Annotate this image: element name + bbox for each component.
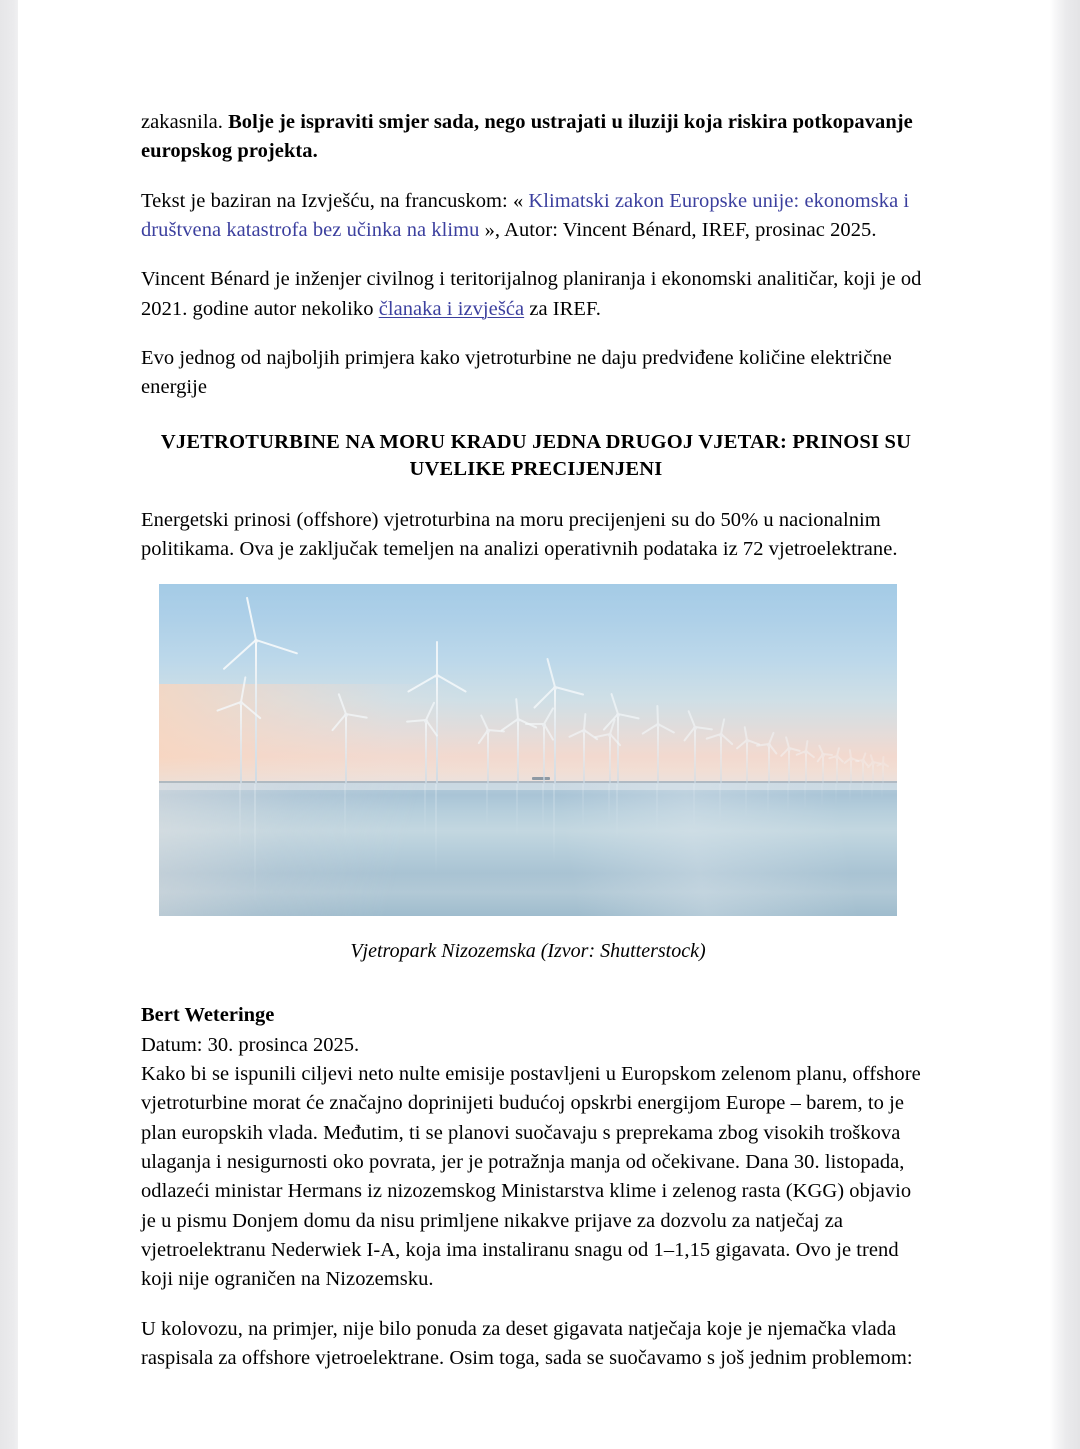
wind-turbine-reflection xyxy=(608,784,610,825)
wind-turbine-icon xyxy=(720,735,722,783)
wind-turbine-reflection xyxy=(435,784,437,875)
link-report-climate-law[interactable]: Klimatski zakon Europske unije: ekonomska i društvena katastrofa bez učinka na klimu xyxy=(141,189,910,241)
wind-turbine-reflection xyxy=(516,784,518,838)
wind-turbine-reflection xyxy=(804,784,806,810)
byline-date: Datum: 30. prosinca 2025. xyxy=(141,1033,360,1056)
paragraph-author-bio xyxy=(141,265,931,324)
paragraph-yield-summary: Energetski prinosi (offshore) vjetroturbina na moru precijenjeni su do 50% u nacionalnim politikama. Ova je zaključak temeljen na analizi operativnih podataka iz 72 vjetroelektrane. xyxy=(141,508,898,561)
wind-turbine-icon xyxy=(345,715,347,783)
document-page xyxy=(18,0,1050,1449)
wind-turbine-reflection xyxy=(254,784,256,904)
wind-turbine-icon xyxy=(554,688,556,783)
wind-turbine-icon xyxy=(746,741,748,783)
wind-turbine-reflection xyxy=(553,784,555,865)
source-note-suffix: », Autor: Vincent Bénard, IREF, prosinac 2025. xyxy=(479,218,877,241)
wind-turbine-reflection xyxy=(344,784,346,842)
paragraph-lead-text: zakasnila. xyxy=(141,111,229,133)
wind-turbine-icon xyxy=(788,749,790,783)
wind-turbine-reflection xyxy=(719,784,721,825)
wind-turbine-icon xyxy=(822,755,824,783)
paragraph-conclusion xyxy=(141,108,931,167)
wind-turbine-icon xyxy=(836,757,838,783)
link-articles-and-reports[interactable]: članaka i izvješća xyxy=(378,297,525,320)
wind-turbine-reflection xyxy=(861,784,863,803)
offshore-wind-farm-photo xyxy=(159,584,897,916)
wind-turbine-icon xyxy=(543,725,545,783)
wind-turbine-icon xyxy=(862,761,864,783)
author-bio-suffix: za IREF. xyxy=(524,297,601,320)
wind-turbine-reflection xyxy=(787,784,789,813)
author-bio-prefix: Vincent Bénard je inženjer civilnog i teritorijalnog planiranja i ekonomski analitičar, koji je od 2021. godine autor nekoliko xyxy=(141,268,922,320)
wind-turbine-reflection xyxy=(871,784,873,801)
wind-turbine-icon xyxy=(657,725,659,783)
source-note-prefix: Tekst je baziran na Izvješću, na francuskom: « xyxy=(141,189,529,212)
wind-turbine-icon xyxy=(583,731,585,783)
article-byline xyxy=(141,1001,931,1060)
wind-turbine-reflection xyxy=(542,784,544,833)
paragraph-source-note xyxy=(141,187,931,246)
wind-turbine-icon xyxy=(487,731,489,783)
wind-turbine-icon xyxy=(882,764,884,783)
wind-turbine-icon xyxy=(617,715,619,783)
wind-turbine-icon xyxy=(517,720,519,783)
byline-author: Bert Weteringe xyxy=(141,1004,275,1027)
section-heading: VJETROTURBINE NA MORU KRADU JEDNA DRUGOJ VJETAR: PRINOSI SU UVELIKE PRECIJENJENI xyxy=(160,430,912,481)
wind-turbine-icon xyxy=(768,745,770,783)
wind-turbine-icon xyxy=(694,728,696,783)
wind-turbine-reflection xyxy=(881,784,883,800)
wind-turbine-reflection xyxy=(656,784,658,833)
wind-turbine-reflection xyxy=(821,784,823,808)
photo-distant-boat xyxy=(532,777,550,780)
paragraph-auction-problem: U kolovozu, na primjer, nije bilo ponuda za deset gigavata natječaja koje je njemačka vlada raspisala za offshore vjetroelektrane. Osim toga, sada se suočavamo s još jednim problemom: xyxy=(141,1317,913,1369)
wind-turbine-reflection xyxy=(693,784,695,831)
paragraph-example-intro: Evo jednog od najboljih primjera kako vjetroturbine ne daju predviđene količine električne energije xyxy=(141,346,892,399)
wind-turbine-reflection xyxy=(835,784,837,806)
wind-turbine-reflection xyxy=(486,784,488,828)
page-gutter-right xyxy=(1050,0,1080,1449)
wind-turbine-reflection xyxy=(849,784,851,804)
wind-turbine-reflection xyxy=(616,784,618,842)
wind-turbine-icon xyxy=(436,676,438,783)
wind-turbine-reflection xyxy=(239,784,241,852)
wind-turbine-reflection xyxy=(767,784,769,816)
wind-turbine-icon xyxy=(805,752,807,783)
document-content xyxy=(141,108,931,1393)
figure-offshore-wind-farm xyxy=(159,584,897,963)
wind-turbine-reflection xyxy=(424,784,426,837)
wind-turbine-icon xyxy=(240,703,242,783)
wind-turbine-reflection xyxy=(745,784,747,820)
wind-turbine-icon xyxy=(425,721,427,783)
wind-turbine-reflection xyxy=(582,784,584,828)
figure-caption: Vjetropark Nizozemska (Izvor: Shutterstock) xyxy=(350,940,706,963)
wind-turbine-icon xyxy=(609,735,611,783)
wind-turbine-icon xyxy=(850,759,852,783)
paragraph-bold-text: Bolje je ispraviti smjer sada, nego ustrajati u iluziji koja riskira potkopavanje europskog projekta. xyxy=(141,111,913,163)
wind-turbine-icon xyxy=(872,763,874,783)
paragraph-netzero-context: Kako bi se ispunili ciljevi neto nulte emisije postavljeni u Europskom zelenom planu, offshore vjetroturbine morat će značajno doprinijeti budućoj opskrbi energijom Europe – barem, to je plan europskih vlada. Međutim, ti se planovi suočavaju s preprekama zbog visokih troškova ulaganja i nesigurnosti oko povrata, jer je potražnja manja od očekivane. Dana 30. listopada, odlazeći ministar Hermans iz nizozemskog Ministarstva klime i zelenog rasta (KGG) objavio je u pismu Donjem domu da nisu primljene nikakve prijave za dozvolu za natječaj za vjetroelektranu Nederwiek I-A, koja ima instaliranu snagu od 1–1,15 gigavata. Ovo je trend koji nije ograničen na Nizozemsku. xyxy=(141,1063,921,1291)
